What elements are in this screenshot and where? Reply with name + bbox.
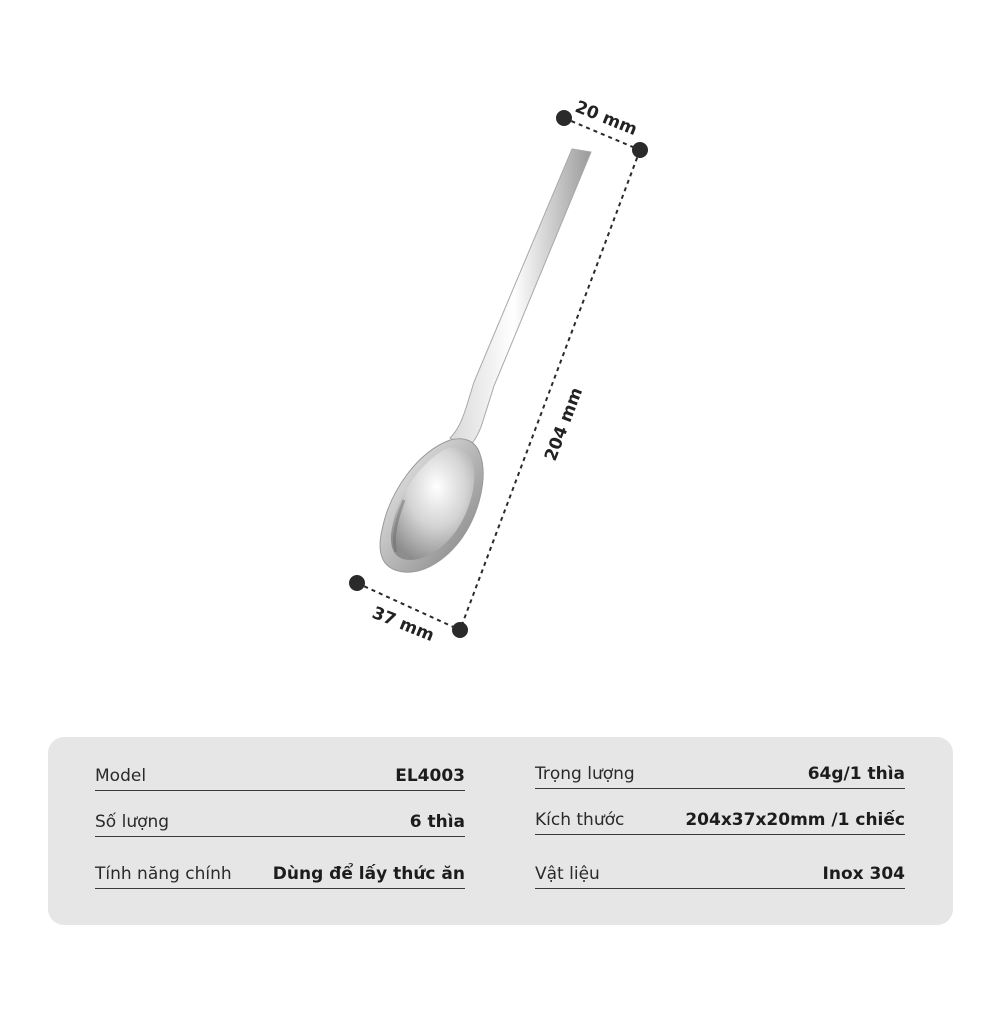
spec-row-weight — [535, 755, 905, 789]
spec-panel — [48, 737, 953, 925]
bowl-label: 37 mm — [369, 603, 437, 646]
spec-row-quantity — [95, 803, 465, 837]
spec-label: Số lượng — [95, 812, 170, 832]
spec-value: Dùng để lấy thức ăn — [272, 864, 465, 884]
marker-dot — [556, 110, 572, 126]
spec-label: Vật liệu — [535, 864, 600, 884]
spec-value: 204x37x20mm /1 chiếc — [685, 810, 905, 830]
spec-row-size — [535, 801, 905, 835]
spec-value: 6 thìa — [409, 812, 465, 832]
spec-value: 64g/1 thìa — [807, 764, 905, 784]
length-label: 204 mm — [540, 384, 588, 464]
spec-label: Tính năng chính — [95, 864, 232, 884]
marker-dot — [632, 142, 648, 158]
spec-value: Inox 304 — [822, 864, 905, 884]
spec-row-material — [535, 855, 905, 889]
spec-row-feature — [95, 855, 465, 889]
spec-label: Model — [95, 766, 147, 786]
width-label: 20 mm — [572, 97, 640, 140]
spec-row-model — [95, 757, 465, 791]
spec-label: Kích thước — [535, 810, 625, 830]
marker-dot — [452, 622, 468, 638]
spoon-illustration — [380, 149, 591, 572]
spec-label: Trọng lượng — [535, 764, 635, 784]
spec-value: EL4003 — [395, 766, 465, 786]
marker-dot — [349, 575, 365, 591]
